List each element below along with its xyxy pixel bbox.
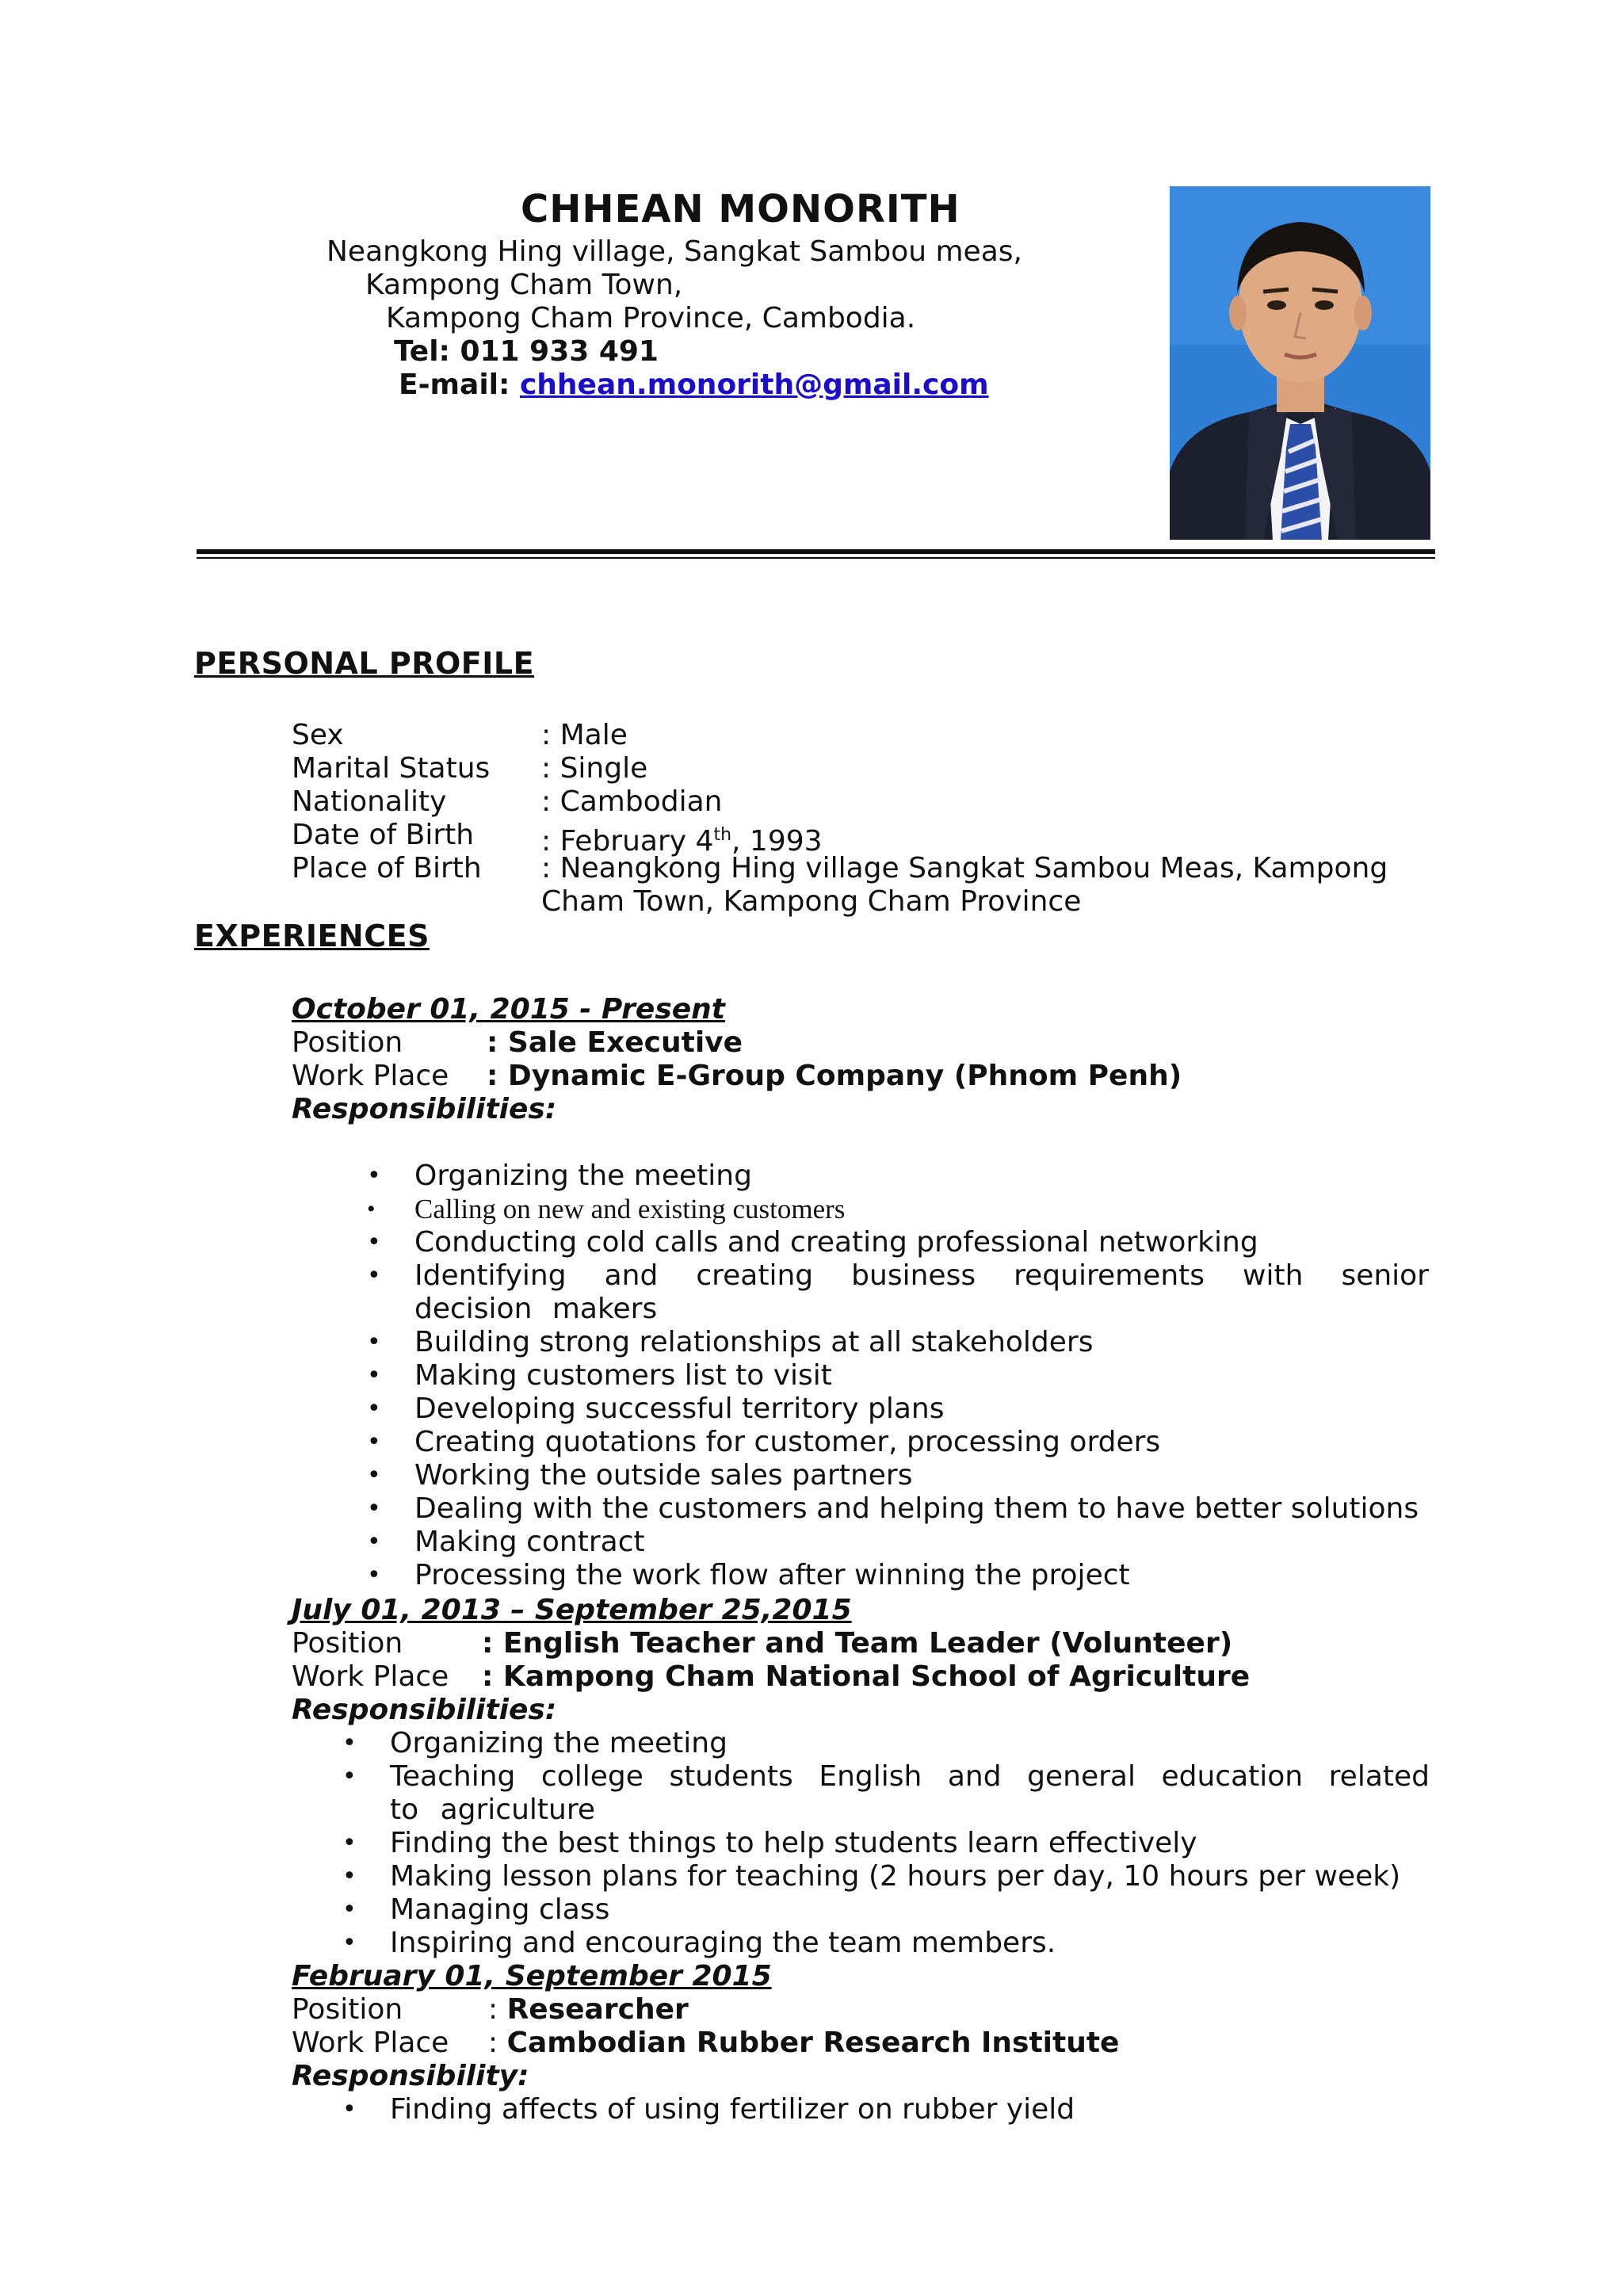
list-item: • Finding affects of using fertilizer on rubber yield xyxy=(342,2093,1075,2126)
list-item: • Conducting cold calls and creating professional networking xyxy=(367,1226,1258,1259)
profile-value-marital: : Single xyxy=(541,752,648,785)
job-3-workplace-label: Work Place xyxy=(292,2027,449,2059)
list-item: • Inspiring and encouraging the team members. xyxy=(342,1927,1056,1959)
bullet-icon: • xyxy=(367,1228,381,1256)
bullet-icon: • xyxy=(342,1763,357,1790)
list-item: • Calling on new and existing customers xyxy=(367,1194,846,1224)
header-divider-thick xyxy=(197,549,1435,554)
job-1-responsibilities-label: Responsibilities: xyxy=(292,1093,557,1125)
profile-label-nationality: Nationality xyxy=(292,785,447,818)
job-3-position-value: Researcher xyxy=(506,1993,689,2026)
list-item: • Dealing with the customers and helping them to have better solutions xyxy=(367,1492,1419,1525)
job-1-position-label: Position xyxy=(292,1026,403,1059)
dob-year: , 1993 xyxy=(731,825,823,858)
list-item: • Managing class xyxy=(342,1893,610,1926)
job-3-position-colon: : xyxy=(488,1993,507,2026)
profile-label-pob: Place of Birth xyxy=(292,852,482,884)
bullet-icon: • xyxy=(367,1395,381,1423)
profile-photo xyxy=(1170,186,1430,540)
job-2-position-label: Position xyxy=(292,1627,403,1660)
job-1-date: October 01, 2015 - Present xyxy=(292,993,725,1026)
bullet-icon: • xyxy=(342,2095,357,2123)
job-3-date: February 01, September 2015 xyxy=(292,1960,772,1992)
address-line-3: Kampong Cham Province, Cambodia. xyxy=(386,302,916,334)
bullet-icon: • xyxy=(367,1162,381,1190)
list-item: • Organizing the meeting xyxy=(342,1727,727,1759)
experiences-heading: EXPERIENCES xyxy=(194,919,430,953)
bullet-icon: • xyxy=(367,1196,376,1222)
list-item: • Teaching college students English and general education related to agriculture xyxy=(342,1760,1430,1826)
job-2-date: July 01, 2013 – September 25,2015 xyxy=(292,1594,852,1626)
personal-profile-heading: PERSONAL PROFILE xyxy=(194,646,535,681)
list-item: • Finding the best things to help students learn effectively xyxy=(342,1827,1197,1859)
job-1-position: : Sale Executive xyxy=(487,1026,743,1059)
header-divider-thin xyxy=(197,557,1435,559)
list-item: • Making customers list to visit xyxy=(367,1359,832,1392)
list-item: • Developing successful territory plans xyxy=(367,1392,945,1425)
job-2-responsibilities-list xyxy=(342,1727,1430,1960)
list-item: • Creating quotations for customer, processing orders xyxy=(367,1426,1161,1458)
job-3-workplace xyxy=(488,2027,1119,2060)
job-2-responsibilities-label: Responsibilities: xyxy=(292,1694,557,1726)
profile-value-sex: : Male xyxy=(541,719,628,751)
job-3-position-label: Position xyxy=(292,1993,403,2026)
profile-value-pob-cont: Cham Town, Kampong Cham Province xyxy=(541,885,1082,918)
bullet-icon: • xyxy=(367,1328,381,1356)
address-line-2: Kampong Cham Town, xyxy=(365,269,683,301)
bullet-icon: • xyxy=(342,1829,357,1857)
telephone: Tel: 011 933 491 xyxy=(394,335,659,368)
profile-value-pob: : Neangkong Hing village Sangkat Sambou Meas, Kampong xyxy=(541,852,1388,884)
list-item: • Working the outside sales partners xyxy=(367,1459,913,1492)
address-line-1: Neangkong Hing village, Sangkat Sambou meas, xyxy=(327,235,1022,268)
bullet-icon: • xyxy=(342,1729,357,1757)
job-2-workplace: : Kampong Cham National School of Agriculture xyxy=(482,1660,1251,1693)
list-item: • Identifying and creating business requirements with senior decision makers xyxy=(367,1259,1429,1325)
job-3-responsibility-label: Responsibility: xyxy=(292,2060,529,2092)
candidate-name: CHHEAN MONORITH xyxy=(521,187,960,231)
profile-label-sex: Sex xyxy=(292,719,344,751)
profile-label-marital: Marital Status xyxy=(292,752,491,785)
job-1-responsibilities-list xyxy=(367,1159,1429,1592)
bullet-icon: • xyxy=(342,1862,357,1890)
bullet-icon: • xyxy=(367,1495,381,1522)
list-item: • Organizing the meeting xyxy=(367,1159,752,1192)
job-1-workplace-label: Work Place xyxy=(292,1060,449,1092)
job-2-workplace-label: Work Place xyxy=(292,1660,449,1693)
list-item: • Making lesson plans for teaching (2 hours per day, 10 hours per week) xyxy=(342,1860,1401,1893)
list-item: • Making contract xyxy=(367,1526,645,1558)
profile-value-nationality: : Cambodian xyxy=(541,785,723,818)
job-3-workplace-value: Cambodian Rubber Research Institute xyxy=(506,2027,1120,2059)
job-1-workplace: : Dynamic E-Group Company (Phnom Penh) xyxy=(487,1060,1182,1092)
job-3-position xyxy=(488,1993,689,2027)
email-line xyxy=(399,369,989,402)
list-item: • Processing the work flow after winning the project xyxy=(367,1559,1130,1591)
bullet-icon: • xyxy=(367,1461,381,1489)
bullet-icon: • xyxy=(367,1528,381,1556)
job-2-position: : English Teacher and Team Leader (Volunteer) xyxy=(482,1627,1233,1660)
bullet-icon: • xyxy=(367,1262,381,1289)
dob-text: : February 4 xyxy=(541,825,714,858)
job-3-workplace-colon: : xyxy=(488,2027,507,2059)
email-link[interactable]: chhean.monorith@gmail.com xyxy=(519,369,989,401)
bullet-icon: • xyxy=(342,1929,357,1957)
dob-superscript: th xyxy=(713,825,732,845)
list-item: • Building strong relationships at all stakeholders xyxy=(367,1326,1094,1358)
bullet-icon: • xyxy=(342,1896,357,1924)
profile-label-dob: Date of Birth xyxy=(292,819,475,851)
job-3-responsibilities-list xyxy=(342,2093,1430,2126)
bullet-icon: • xyxy=(367,1561,381,1589)
bullet-icon: • xyxy=(367,1428,381,1456)
email-label: E-mail: xyxy=(399,369,520,401)
bullet-icon: • xyxy=(367,1362,381,1389)
